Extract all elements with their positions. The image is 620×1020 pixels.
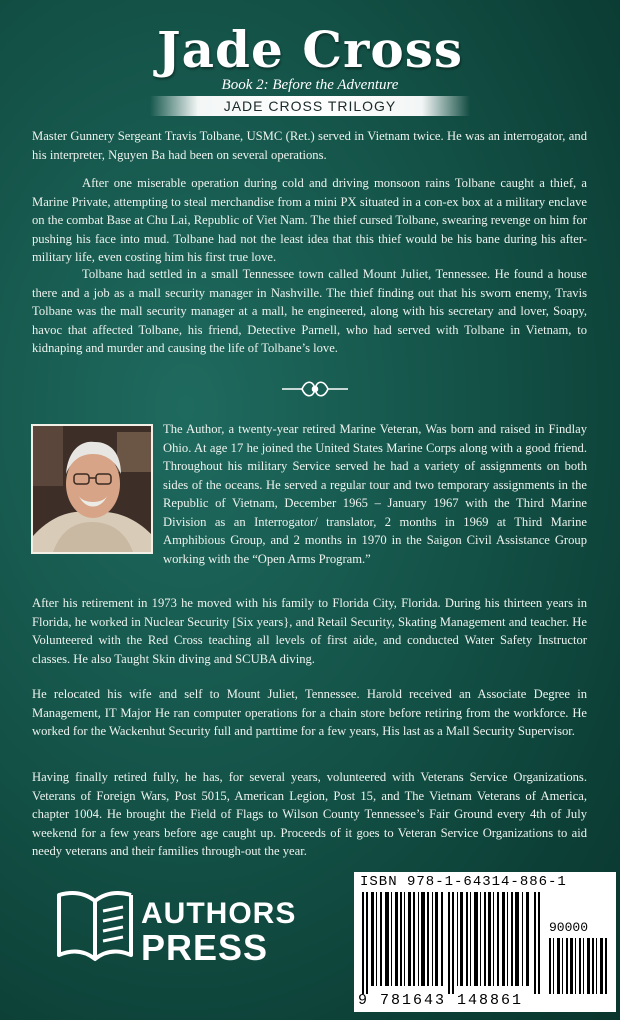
scroll-ornament-icon [280,376,350,402]
open-book-icon [55,889,135,967]
author-bio-paragraph-4: Having finally retired fully, he has, for several years, volunteered with Veterans Service Organizations. Veterans of Foreign Wars, Post 5015, American Legion, Post 15, and The Vietnam Veterans of America, chapter 1004. He brought the Field of Flags to Wilson County Tennessee’s Fair Ground every 4th of July weekend for a few years before age caught up. Proceeds of it goes to Veteran Service Organizations to aid needy veterans and their families through-out the year. [32,770,587,858]
author-bio-paragraph-2: After his retirement in 1973 he moved with his family to Florida City, Florida. During his thirteen years in Florida, he worked in Nuclear Security [Six years}, and Retail Security, Skating Management and teacher. He Volunteered with the Red Cross teaching all levels of first aide, and conducted Water Safety Instructor classes. He also Taught Skin diving and SCUBA diving. [32,596,587,666]
book-subtitle: Book 2: Before the Adventure [221,77,399,93]
publisher-name-line2: PRESS [141,927,269,968]
synopsis-paragraph-2: After one miserable operation during cold and driving monsoon rains Tolbane caught a thief, a Marine Private, attempting to steal merchandise from a mini PX situated in a con-ex box at a military enclave on the combat Base at Chu Lai, Republic of Viet Nam. The thief cursed Tolbane, swearing revenge on him for pushing his face into mud. Tolbane had not the least idea that this thief would be his bane during his after-military life, even costing him his first true love. [32,176,587,264]
isbn-number: ISBN 978-1-64314-886-1 [360,874,567,890]
publisher-name-line1: AUTHORS [141,897,297,930]
book-title: Jade Cross [156,20,464,79]
synopsis-paragraph-3: Tolbane had settled in a small Tennessee town called Mount Juliet, Tennessee. He found a house there and a job as a mall security manager in Nashville. The thief finding out that his sworn enemy, Travis Tolbane was the mall security manager at a mall, he engineered, along with his secretary and lover, Soapy, havoc that affected Tolbane, his friend, Detective Parnell, who had served with Tolbane in Vietnam, to kidnaping and murder and causing the life of Tolbane’s love. [32,267,587,355]
author-photo [31,424,153,554]
price-code: 90000 [549,920,589,935]
author-bio-paragraph-3: He relocated his wife and self to Mount Juliet, Tennessee. Harold received an Associate Degree in Management, IT Major He ran computer operations for a chain store before retiring from the workforce. He worked for the Wackenhut Security full and parttime for a few years, His last as a Mall Security Supervisor. [32,687,587,738]
isbn-barcode [354,872,616,1012]
author-bio-paragraph-1: The Author, a twenty-year retired Marine Veteran, Was born and raised in Findlay Ohio. At age 17 he joined the United States Marine Corps along with a good friend. Throughout his military Service served he had a variety of assignments on both sides of the oceans. He served a regular tour and two temporary assignments in the Republic of Vietnam, December 1965 – January 1967 with the Third Marine Division as an Interrogator/ translator, 2 months in 1969 at Third Marine Amphibious Group, and 2 months in 1970 in the Saigon Civil Assistance Group working with the “Open Arms Program.” [163,422,587,566]
ean-bars [362,892,544,994]
synopsis-paragraph-1: Master Gunnery Sergeant Travis Tolbane, USMC (Ret.) served in Vietnam twice. He was an interrogator, and his interpreter, Nguyen Ba had been on several operations. [32,129,587,162]
ean-digits: 9 781643 148861 [358,992,524,1009]
price-bars [549,938,609,994]
series-banner: JADE CROSS TRILOGY [150,96,470,116]
